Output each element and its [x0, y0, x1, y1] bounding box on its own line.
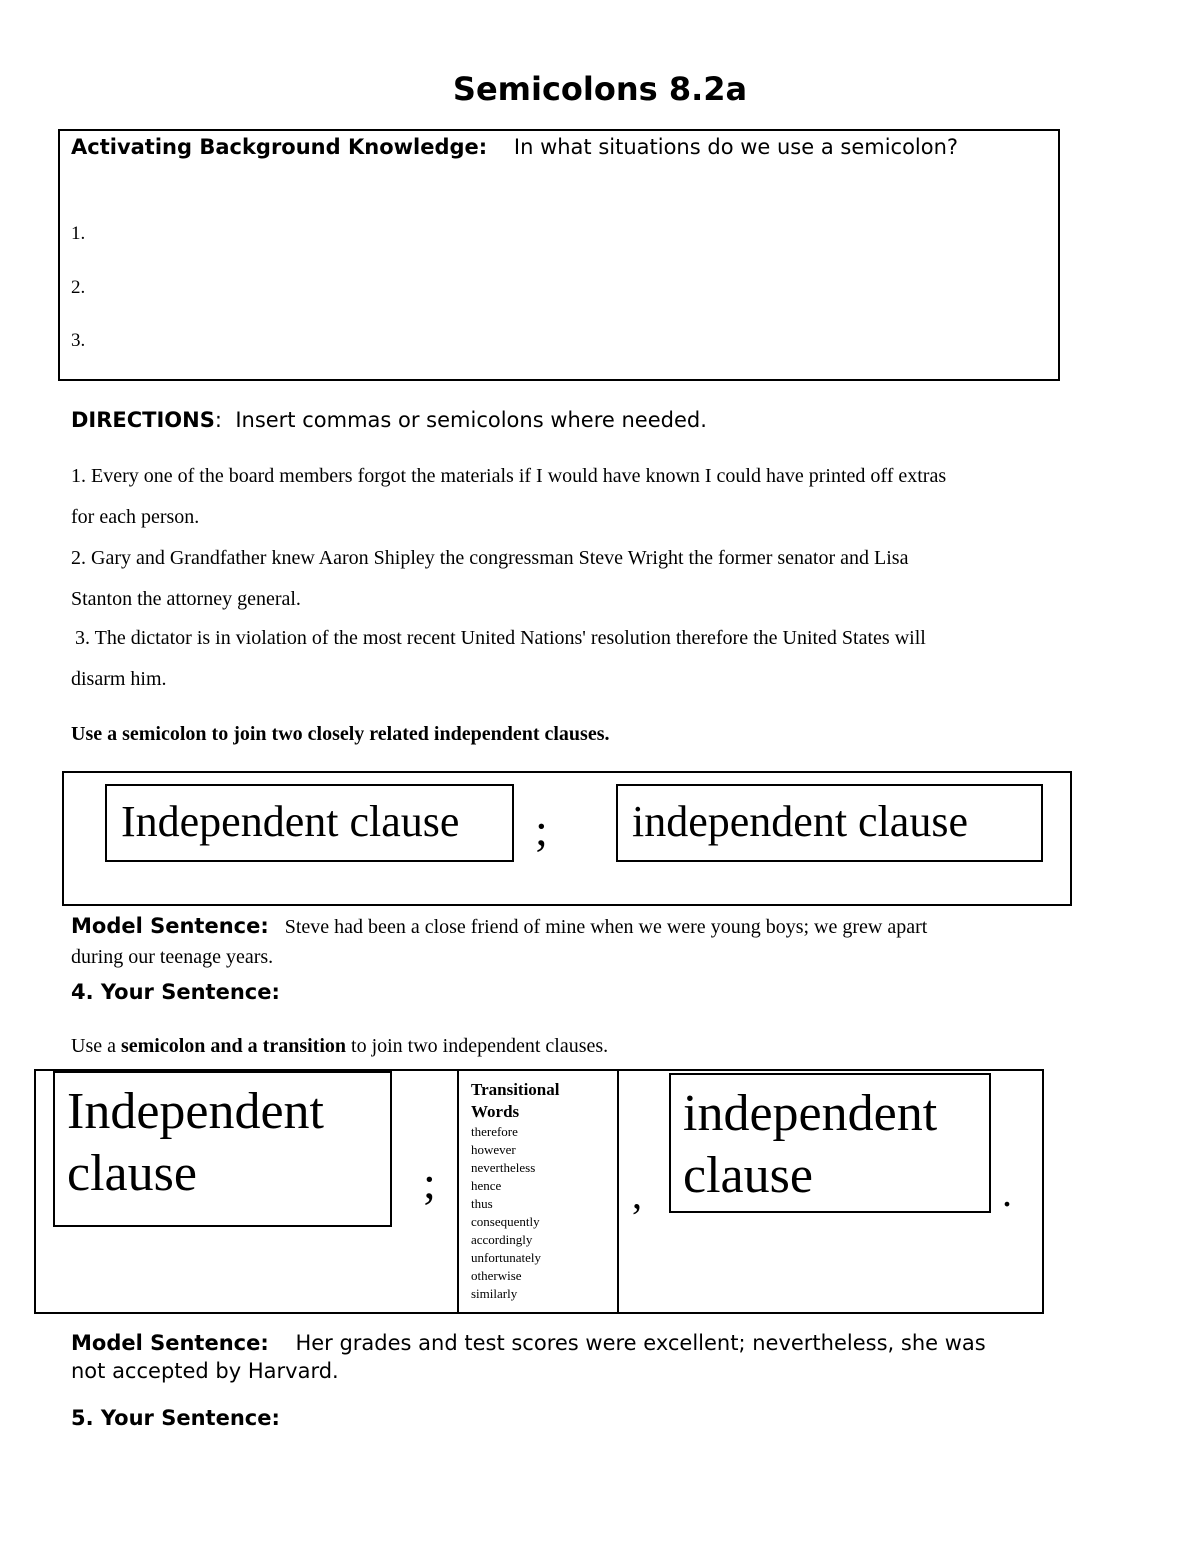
diagram-2-right-clause-line-1: independent	[683, 1085, 938, 1142]
transitional-word: thus	[471, 1196, 493, 1211]
diagram-1-semicolon: ;	[535, 804, 548, 855]
transitional-word: nevertheless	[471, 1160, 536, 1175]
transitional-words-title-2: Words	[471, 1102, 520, 1121]
page-title: Semicolons 8.2a	[452, 70, 748, 108]
transitional-word: consequently	[471, 1214, 540, 1229]
model-sentence-1-line-1: Steve had been a close friend of mine when we were young boys; we grew apart	[284, 916, 928, 938]
diagram-2-left-clause-line-2: clause	[67, 1145, 197, 1202]
diagram-2-comma: ,	[632, 1172, 642, 1217]
background-knowledge-label: Activating Background Knowledge:	[71, 135, 488, 159]
directions	[71, 408, 707, 432]
directions-text: Insert commas or semicolons where needed.	[235, 408, 707, 432]
answer-item-3: 3.	[71, 330, 86, 351]
transitional-words-title-1: Transitional	[471, 1080, 560, 1099]
transitional-word: similarly	[471, 1286, 518, 1301]
transitional-word: hence	[471, 1178, 502, 1193]
transitional-words-panel	[471, 1079, 611, 1303]
transitional-word: therefore	[471, 1124, 518, 1139]
background-knowledge-question: In what situations do we use a semicolon?	[513, 135, 959, 159]
diagram-2-left-clause-line-1: Independent	[67, 1083, 325, 1140]
diagram-1-right-clause-box	[616, 784, 1043, 862]
exercise-2-line-1: 2. Gary and Grandfather knew Aaron Shipley the congressman Steve Wright the former senator and Lisa	[71, 547, 909, 569]
exercise-3-line-2: disarm him.	[71, 668, 167, 690]
rule-2-pre: Use a	[71, 1035, 116, 1057]
model-sentence-2-line-2: not accepted by Harvard.	[71, 1359, 339, 1383]
diagram-2-left-clause-box	[53, 1071, 392, 1227]
model-sentence-2-line-1: Her grades and test scores were excellent; nevertheless, she was	[295, 1331, 986, 1355]
diagram-1-left-clause: Independent clause	[121, 797, 460, 846]
transitional-column-right-border	[617, 1071, 619, 1312]
diagram-2-right-clause-box	[669, 1073, 991, 1213]
transitional-column-left-border	[457, 1071, 459, 1312]
transitional-word: unfortunately	[471, 1250, 542, 1265]
answer-item-2: 2.	[71, 277, 86, 298]
model-sentence-1-label: Model Sentence:	[71, 914, 269, 938]
background-knowledge-box	[58, 129, 1060, 381]
transitional-word: accordingly	[471, 1232, 533, 1247]
exercise-1-line-1: 1. Every one of the board members forgot the materials if I would have known I could have printed off extras	[71, 465, 947, 487]
transitional-word: otherwise	[471, 1268, 522, 1283]
your-sentence-5: 5. Your Sentence:	[71, 1406, 280, 1430]
transitional-word: however	[471, 1142, 516, 1157]
rule-2-post: to join two independent clauses.	[351, 1035, 609, 1057]
exercise-2-line-2: Stanton the attorney general.	[71, 588, 301, 610]
directions-colon: :	[214, 408, 222, 432]
rule-1-text: Use a semicolon to join two closely related independent clauses.	[71, 723, 610, 745]
diagram-2-semicolon: ;	[423, 1157, 436, 1208]
diagram-1-left-clause-box	[105, 784, 514, 862]
model-sentence-1	[71, 912, 1111, 973]
rule-2-text	[71, 1035, 608, 1058]
diagram-2-right-clause-line-2: clause	[683, 1147, 813, 1204]
diagram-2-frame	[34, 1069, 1044, 1314]
exercise-1-line-2: for each person.	[71, 506, 200, 528]
model-sentence-2	[71, 1329, 1131, 1385]
background-knowledge-prompt	[71, 133, 1001, 161]
diagram-1-right-clause: independent clause	[632, 797, 968, 846]
diagram-1-frame	[62, 771, 1072, 906]
directions-label: DIRECTIONS	[71, 408, 215, 432]
your-sentence-4: 4. Your Sentence:	[71, 980, 280, 1004]
diagram-2-period: .	[1002, 1170, 1012, 1215]
model-sentence-1-line-2: during our teenage years.	[71, 946, 274, 968]
exercise-3-line-1: 3. The dictator is in violation of the most recent United Nations' resolution therefore the United States will	[75, 627, 926, 649]
answer-item-1: 1.	[71, 223, 86, 244]
model-sentence-2-label: Model Sentence:	[71, 1331, 269, 1355]
rule-2-bold: semicolon and a transition	[120, 1035, 347, 1057]
